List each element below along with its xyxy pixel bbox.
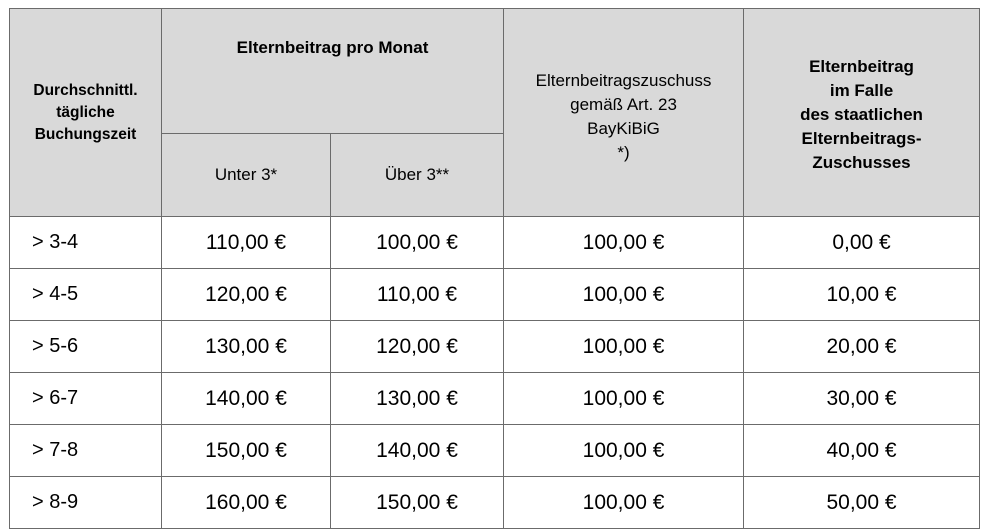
header-fee-line-1: Elternbeitrag [809, 56, 914, 76]
cell-under-3: 140,00 € [162, 373, 331, 425]
cell-over-3: 100,00 € [331, 217, 504, 269]
cell-under-3: 150,00 € [162, 425, 331, 477]
cell-fee-with-subsidy: 50,00 € [744, 477, 980, 529]
cell-fee-with-subsidy: 0,00 € [744, 217, 980, 269]
cell-over-3: 150,00 € [331, 477, 504, 529]
header-fee-line-5: Zuschusses [812, 152, 911, 172]
header-subsidy-line-1: Elternbeitragszuschuss [535, 70, 712, 90]
cell-subsidy: 100,00 € [504, 217, 744, 269]
cell-booking-time: > 4-5 [10, 269, 162, 321]
cell-booking-time: > 8-9 [10, 477, 162, 529]
header-subsidy-line-2: gemäß Art. 23 [570, 94, 677, 114]
header-under-3: Unter 3* [162, 134, 331, 217]
header-over-3: Über 3** [331, 134, 504, 217]
table-body [10, 217, 980, 529]
parent-fee-table [9, 8, 980, 529]
header-fee-with-subsidy [744, 9, 980, 217]
header-fee-line-4: Elternbeitrags- [801, 128, 922, 148]
cell-subsidy: 100,00 € [504, 425, 744, 477]
cell-under-3: 130,00 € [162, 321, 331, 373]
header-subsidy-line-3: BayKiBiG [587, 118, 660, 138]
cell-subsidy: 100,00 € [504, 269, 744, 321]
header-booking-time [10, 9, 162, 217]
table-row [10, 425, 980, 477]
cell-fee-with-subsidy: 40,00 € [744, 425, 980, 477]
cell-booking-time: > 5-6 [10, 321, 162, 373]
table-row [10, 269, 980, 321]
table-row [10, 373, 980, 425]
cell-booking-time: > 6-7 [10, 373, 162, 425]
cell-over-3: 120,00 € [331, 321, 504, 373]
header-booking-time-line-2: tägliche [56, 103, 115, 121]
table-row [10, 477, 980, 529]
header-fee-line-2: im Falle [829, 80, 894, 100]
cell-booking-time: > 7-8 [10, 425, 162, 477]
cell-fee-with-subsidy: 30,00 € [744, 373, 980, 425]
cell-subsidy: 100,00 € [504, 321, 744, 373]
table-row [10, 217, 980, 269]
cell-over-3: 130,00 € [331, 373, 504, 425]
header-subsidy [504, 9, 744, 217]
table-row [10, 321, 980, 373]
cell-over-3: 110,00 € [331, 269, 504, 321]
cell-fee-with-subsidy: 20,00 € [744, 321, 980, 373]
cell-subsidy: 100,00 € [504, 373, 744, 425]
cell-under-3: 120,00 € [162, 269, 331, 321]
header-booking-time-line-1: Durchschnittl. [33, 81, 138, 99]
cell-fee-with-subsidy: 10,00 € [744, 269, 980, 321]
header-booking-time-line-3: Buchungszeit [34, 125, 137, 143]
table-header [10, 9, 980, 217]
cell-booking-time: > 3-4 [10, 217, 162, 269]
header-row-top [10, 9, 980, 134]
cell-over-3: 140,00 € [331, 425, 504, 477]
header-parent-fee: Elternbeitrag pro Monat [162, 9, 504, 134]
cell-subsidy: 100,00 € [504, 477, 744, 529]
header-fee-line-3: des staatlichen [800, 104, 923, 124]
header-subsidy-line-4: *) [617, 142, 630, 162]
cell-under-3: 160,00 € [162, 477, 331, 529]
cell-under-3: 110,00 € [162, 217, 331, 269]
